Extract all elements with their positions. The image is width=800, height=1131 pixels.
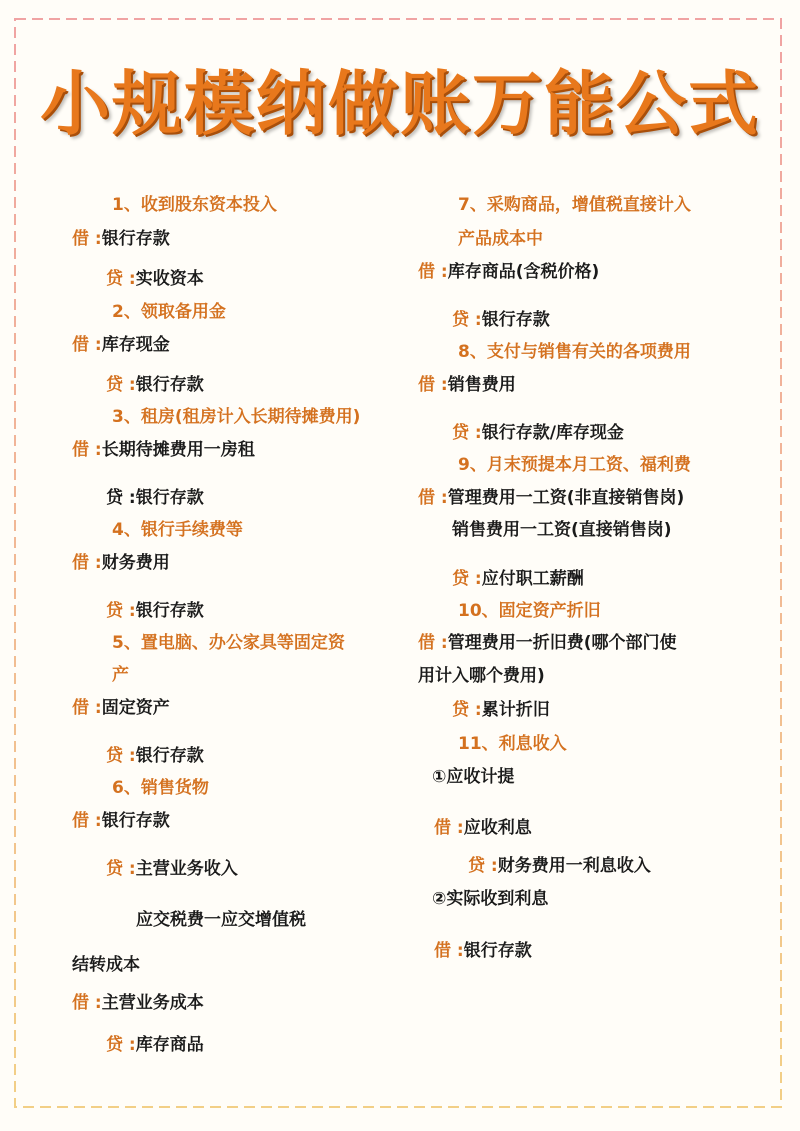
entry-credit-2: 应交税费一应交增值税 <box>136 910 306 930</box>
entry-credit: 贷 :银行存款 <box>106 488 204 508</box>
page-title: 小规模纳做账万能公式 <box>40 63 760 145</box>
credit-tag: 贷 : <box>106 746 136 766</box>
entry-debit <box>434 936 532 961</box>
entry-debit-cont: 用计入哪个费用) <box>418 666 545 686</box>
step-accrual-label: ①应收计提 <box>432 767 515 787</box>
debit-account: 财务费用 <box>101 553 170 573</box>
debit-tag: 借 : <box>72 335 102 355</box>
debit-account: 库存现金 <box>101 335 170 355</box>
credit-tag: 贷 : <box>468 856 498 876</box>
section-4-heading: 4、银行手续费等 <box>112 520 243 540</box>
debit-account: 管理费用一工资(非直接销售岗) <box>447 488 685 508</box>
entry-debit <box>72 435 255 460</box>
credit-account: 主营业务收入 <box>135 859 238 879</box>
debit-account: 管理费用一折旧费(哪个部门使 <box>447 633 677 653</box>
section-3-heading: 3、租房(租房计入长期待摊费用) <box>112 407 361 427</box>
transfer-cost-label: 结转成本 <box>72 955 140 975</box>
debit-account: 固定资产 <box>101 698 170 718</box>
debit-account: 销售费用 <box>447 375 516 395</box>
debit-tag: 借 : <box>418 488 448 508</box>
entry-debit <box>418 483 684 508</box>
credit-account: 库存商品 <box>135 1035 204 1055</box>
entry-debit <box>72 988 204 1013</box>
entry-credit <box>106 741 204 766</box>
section-7-heading-cont: 产品成本中 <box>458 229 543 249</box>
section-2-heading: 2、领取备用金 <box>112 302 226 322</box>
section-5-heading-cont: 产 <box>112 665 129 685</box>
entry-debit-2: 销售费用一工资(直接销售岗) <box>452 520 672 540</box>
entry-debit <box>72 548 170 573</box>
entry-debit <box>418 257 599 282</box>
debit-tag: 借 : <box>418 262 448 282</box>
debit-tag: 借 : <box>72 811 102 831</box>
entry-credit <box>468 851 651 876</box>
entry-credit <box>452 305 550 330</box>
entry-credit <box>452 564 584 589</box>
debit-account: 长期待摊费用一房租 <box>101 440 255 460</box>
credit-account: 银行存款/库存现金 <box>481 423 624 443</box>
entry-credit <box>106 264 204 289</box>
entry-debit <box>418 628 677 653</box>
section-8-heading: 8、支付与销售有关的各项费用 <box>458 342 691 362</box>
entry-debit <box>72 806 170 831</box>
debit-tag: 借 : <box>418 375 448 395</box>
section-9-heading: 9、月末预提本月工资、福利费 <box>458 455 691 475</box>
debit-tag: 借 : <box>72 229 102 249</box>
entry-credit <box>106 854 238 879</box>
entry-credit <box>106 1030 204 1055</box>
credit-tag: 贷 : <box>452 310 482 330</box>
credit-account: 财务费用一利息收入 <box>497 856 651 876</box>
credit-tag: 贷 : <box>106 601 136 621</box>
credit-account: 银行存款 <box>481 310 550 330</box>
entry-credit <box>106 596 204 621</box>
step-received-label: ②实际收到利息 <box>432 889 549 909</box>
debit-account: 库存商品(含税价格) <box>447 262 600 282</box>
entry-debit <box>418 370 516 395</box>
debit-account: 银行存款 <box>101 811 170 831</box>
debit-account: 应收利息 <box>463 818 532 838</box>
credit-account: 实收资本 <box>135 269 204 289</box>
credit-tag: 贷 : <box>106 375 136 395</box>
debit-account: 银行存款 <box>101 229 170 249</box>
section-1-heading: 1、收到股东资本投入 <box>112 195 277 215</box>
section-11-heading: 11、利息收入 <box>458 734 567 754</box>
debit-tag: 借 : <box>434 941 464 961</box>
credit-tag: 贷 : <box>452 569 482 589</box>
section-5-heading: 5、置电脑、办公家具等固定资 <box>112 633 345 653</box>
credit-tag: 贷 : <box>452 423 482 443</box>
entry-credit <box>452 695 550 720</box>
entry-debit <box>72 693 170 718</box>
credit-tag: 贷 : <box>106 269 136 289</box>
credit-account: 银行存款 <box>135 375 204 395</box>
credit-account: 累计折旧 <box>481 700 550 720</box>
debit-account: 主营业务成本 <box>101 993 204 1013</box>
credit-tag: 贷 : <box>106 1035 136 1055</box>
entry-debit <box>72 330 170 355</box>
debit-account: 银行存款 <box>463 941 532 961</box>
debit-tag: 借 : <box>72 440 102 460</box>
credit-account: 银行存款 <box>135 746 204 766</box>
debit-tag: 借 : <box>72 993 102 1013</box>
section-7-heading: 7、采购商品，增值税直接计入 <box>458 195 691 215</box>
section-6-heading: 6、销售货物 <box>112 778 209 798</box>
entry-credit <box>452 418 624 443</box>
debit-tag: 借 : <box>72 553 102 573</box>
debit-tag: 借 : <box>434 818 464 838</box>
entry-credit <box>106 370 204 395</box>
credit-tag: 贷 : <box>452 700 482 720</box>
credit-account: 银行存款 <box>135 601 204 621</box>
entry-debit <box>72 224 170 249</box>
credit-account: 应付职工薪酬 <box>481 569 584 589</box>
entry-debit <box>434 813 532 838</box>
credit-tag: 贷 : <box>106 859 136 879</box>
debit-tag: 借 : <box>72 698 102 718</box>
section-10-heading: 10、固定资产折旧 <box>458 601 601 621</box>
debit-tag: 借 : <box>418 633 448 653</box>
